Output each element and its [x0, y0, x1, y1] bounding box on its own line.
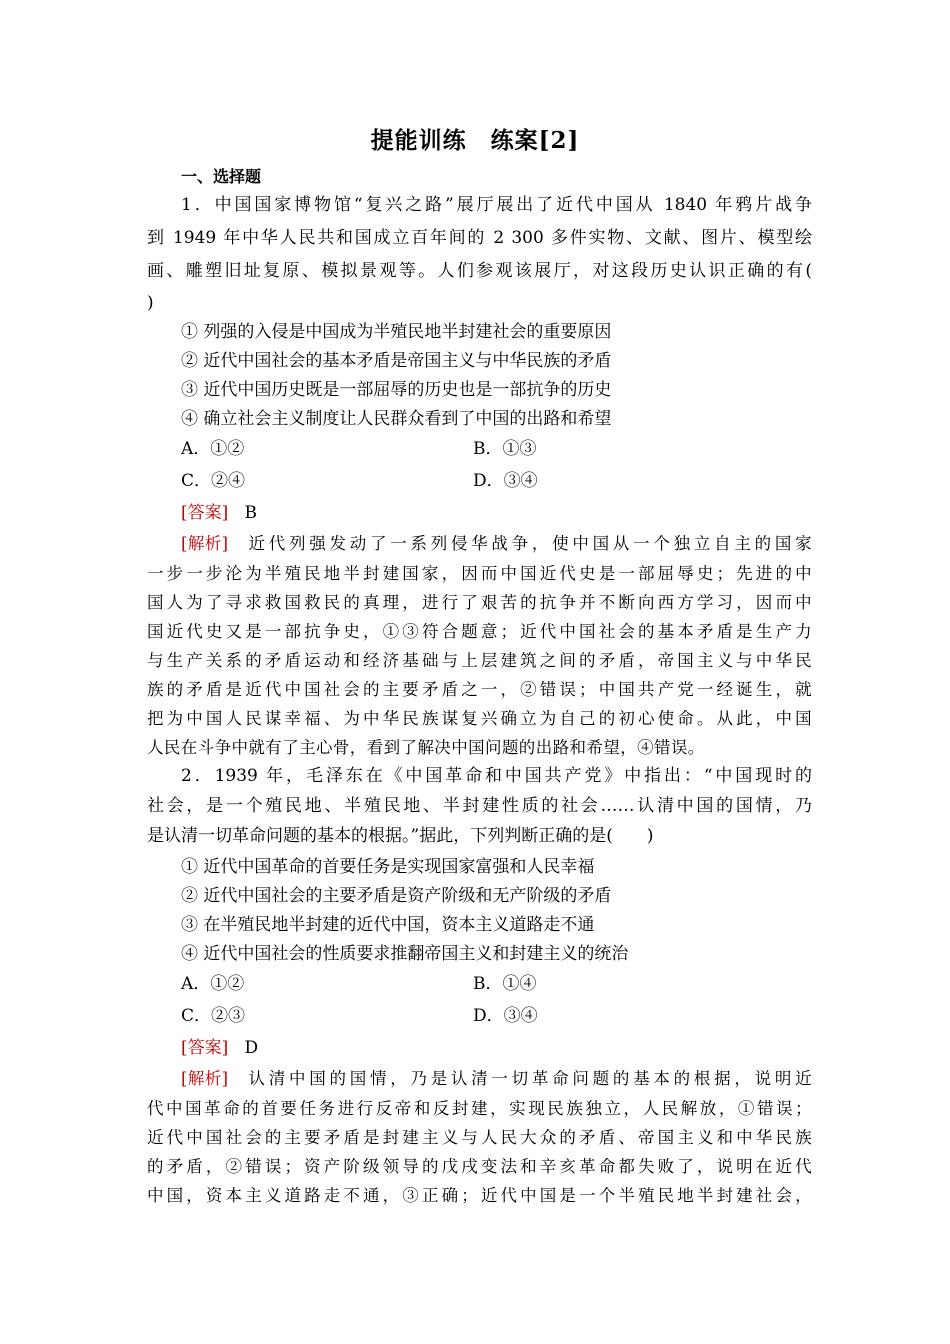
- q1-stem-line-2: 到 1949 年中华人民共和国成立百年间的 2 300 多件实物、文献、图片、模型绘: [147, 228, 812, 248]
- q1-option-b: B．①③: [473, 439, 537, 459]
- q2-statement-2: ② 近代中国社会的主要矛盾是资产阶级和无产阶级的矛盾: [181, 886, 612, 906]
- q1-answer-row: [181, 499, 257, 527]
- q2-analysis-label: [解析]: [181, 1069, 229, 1088]
- q1-analysis-line-3: 国人为了寻求救国救民的真理，进行了艰苦的抗争并不断向西方学习，因而中: [147, 593, 812, 612]
- q1-answer-label: [答案]: [181, 503, 229, 523]
- q2-option-d: D．③④: [473, 1006, 538, 1026]
- q1-analysis-line-2: 一步一步沦为半殖民地半封建国家，因而中国近代史是一部屈辱史；先进的中: [147, 564, 812, 583]
- page-title: 提能训练 练案[2]: [370, 127, 580, 154]
- q1-analysis-line-4: 国近代史又是一部抗争史，①③符合题意；近代中国社会的基本矛盾是生产力: [147, 622, 812, 641]
- q1-statement-3: ③ 近代中国历史既是一部屈辱的历史也是一部抗争的历史: [181, 380, 612, 400]
- q1-analysis-line-1: [181, 530, 812, 558]
- q1-analysis-line-7: 把为中国人民谋幸福、为中华民族谋复兴确立为自己的初心使命。从此，中国: [147, 709, 812, 728]
- q1-analysis-line-6: 族的矛盾是近代中国社会的主要矛盾之一，②错误；中国共产党一经诞生，就: [147, 680, 812, 699]
- q2-option-c: C．②③: [181, 1006, 246, 1026]
- q2-stem-line-1: 2．1939 年，毛泽东在《中国革命和中国共产党》中指出：“中国现时的: [181, 766, 812, 786]
- q1-option-d: D．③④: [473, 471, 538, 491]
- q1-analysis-line-8: 人民在斗争中就有了主心骨，看到了解决中国问题的出路和希望，④错误。: [147, 738, 705, 757]
- q2-statement-1: ① 近代中国革命的首要任务是实现国家富强和人民幸福: [181, 857, 595, 877]
- q2-stem-line-3: 是认清一切革命问题的基本的根据。”据此，下列判断正确的是( ): [147, 826, 654, 846]
- q1-stem-line-4: ): [147, 293, 154, 313]
- q1-stem-line-1: 1．中国国家博物馆“复兴之路”展厅展出了近代中国从 1840 年鸦片战争: [181, 195, 812, 215]
- q2-analysis-line-3: 近代中国社会的主要矛盾是封建主义与人民大众的矛盾、帝国主义和中华民族: [147, 1128, 812, 1147]
- q1-option-c: C．②④: [181, 471, 246, 491]
- q2-analysis-line-5: 中国，资本主义道路走不通，③正确；近代中国是一个半殖民地半封建社会，: [147, 1186, 812, 1205]
- q2-statement-3: ③ 在半殖民地半封建的近代中国，资本主义道路走不通: [181, 915, 595, 935]
- q1-stem-line-3: 画、雕塑旧址复原、模拟景观等。人们参观该展厅，对这段历史认识正确的有(: [147, 261, 812, 281]
- q2-statement-4: ④ 近代中国社会的性质要求推翻帝国主义和封建主义的统治: [181, 944, 629, 964]
- q2-answer-value: D: [244, 1038, 259, 1058]
- q2-analysis-text-1: 认清中国的国情，乃是认清一切革命问题的基本的根据，说明近: [248, 1069, 812, 1088]
- q2-answer-row: [181, 1034, 258, 1062]
- q1-statement-4: ④ 确立社会主义制度让人民群众看到了中国的出路和希望: [181, 409, 612, 429]
- q1-statement-1: ① 列强的入侵是中国成为半殖民地半封建社会的重要原因: [181, 322, 612, 342]
- q1-analysis-text-1: 近代列强发动了一系列侵华战争，使中国从一个独立自主的国家: [248, 534, 812, 553]
- q2-answer-label: [答案]: [181, 1038, 229, 1058]
- q1-analysis-label: [解析]: [181, 534, 229, 553]
- q1-analysis-line-5: 与生产关系的矛盾运动和经济基础与上层建筑之间的矛盾，帝国主义与中华民: [147, 651, 812, 670]
- q1-statement-2: ② 近代中国社会的基本矛盾是帝国主义与中华民族的矛盾: [181, 351, 612, 371]
- q2-analysis-line-2: 代中国革命的首要任务进行反帝和反封建，实现民族独立，人民解放，①错误；: [147, 1099, 812, 1118]
- q1-answer-value: B: [244, 503, 257, 523]
- section-heading: 一、选择题: [181, 167, 262, 186]
- q2-option-a: A．①②: [181, 974, 245, 994]
- q2-option-b: B．①④: [473, 974, 537, 994]
- q2-analysis-line-4: 的矛盾，②错误；资产阶级领导的戊戌变法和辛亥革命都失败了，说明在近代: [147, 1157, 812, 1176]
- q1-option-a: A．①②: [181, 439, 245, 459]
- q2-stem-line-2: 社会，是一个殖民地、半殖民地、半封建性质的社会……认清中国的国情，乃: [147, 796, 812, 816]
- q2-analysis-line-1: [181, 1065, 812, 1093]
